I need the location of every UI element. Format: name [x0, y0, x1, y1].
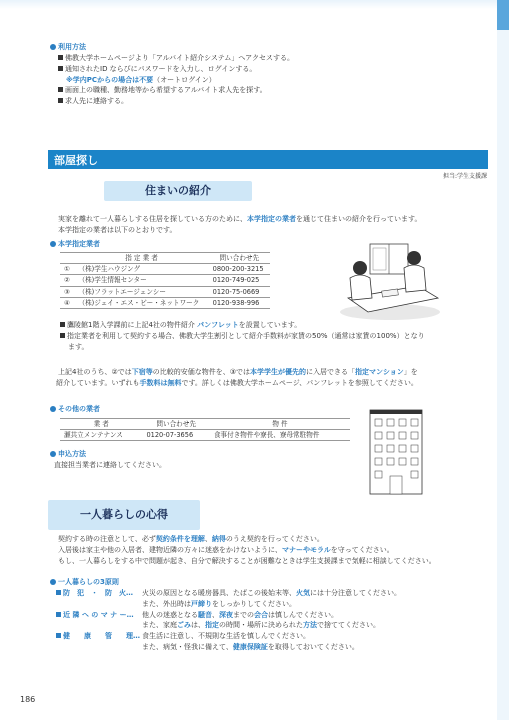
vendor-paragraph: 上記4社のうち、②では下宿等の比較的安価な物件を、③では本学学生が優先的に入居できる「指定マンション」を 紹介しています。いずれも手数料は無料です。詳しくは佛教大学ホームページ、パンフレットを参照してください。 [56, 368, 418, 387]
table-row: ① （株)学生ハウジング 0800-200-3215 [60, 264, 270, 275]
designated-table [60, 252, 270, 309]
table-header-vendor: 業 者 [60, 419, 142, 430]
bullet-icon [50, 451, 56, 457]
top-gradient [0, 0, 509, 9]
usage-section [50, 42, 294, 107]
square-bullet-icon [60, 322, 65, 327]
table-row: ③ （株)フラットエージェンシー 0120-75-0669 [60, 286, 270, 297]
table-header-blank [60, 253, 74, 264]
square-bullet-icon [58, 87, 63, 92]
building-illustration [368, 406, 424, 496]
usage-item: 求人先に連絡する。 [58, 96, 294, 107]
bullet-icon [50, 579, 56, 585]
other-table [60, 418, 350, 441]
table-row: ④ （株)ジェイ・エス・ビー・ネットワーク 0120-938-996 [60, 297, 270, 308]
table-header-feature: 物 件 [210, 419, 350, 430]
designated-heading: 本学指定業者 [50, 239, 100, 250]
rule-item: 防 犯 ・ 防 火… 火災の原因となる暖房器具、たばこの後始末等、火気には十分注意してください。 また、外出時は戸締りをしっかりしてください。 [50, 588, 490, 610]
square-bullet-icon [58, 66, 63, 71]
square-bullet-icon [58, 98, 63, 103]
rule-item: 近 隣 へ の マ ナ ー… 他人の迷惑となる騒音、深夜までの会合は慎しんでください。 また、家庭ごみは、指定の時間・場所に決められた方法で捨ててください。 [50, 610, 490, 632]
square-bullet-icon [58, 55, 63, 60]
square-bullet-icon [56, 590, 61, 595]
usage-note: ※学内PCからの場合は不要（オートログイン） [66, 75, 216, 84]
bullet-icon [50, 44, 56, 50]
notes: 鷹陵館1階入学課前に上記4社の物件紹介 パンフレットを設置しています。 指定業者を利用して契約する場合、佛教大学生割引として紹介手数料が家賃の50%（通常は家賃の100%）となり ます。 [60, 320, 490, 353]
square-bullet-icon [56, 612, 61, 617]
square-bullet-icon [56, 633, 61, 638]
bullet-icon [50, 406, 56, 412]
table-row: 瀬共立メンテナンス 0120-07-3656 食事付き物件や寮長、寮母常駐物件 [60, 430, 350, 441]
consultation-illustration [338, 238, 442, 320]
page-number: 186 [20, 695, 36, 704]
living-text: 契約する時の注意として、必ず契約条件を理解、納得のうえ契約を行ってください。 入居後は家主や他の入居者、建物近隣の方々に迷惑をかけないように、マナーやモラルを守ってください。 もし、一人暮らしをする中で問題が起き、自分で解決することが困難なときは学生支援課まで気軽に相談してください。 [58, 535, 436, 565]
table-row: ② （株)学生情報センター 0120-749-025 [60, 275, 270, 286]
table-header-vendor: 指 定 業 者 [74, 253, 208, 264]
usage-item: 画面上の職種、勤務地等から希望するアルバイト求人先を探す。 [58, 85, 294, 96]
table-header-contact: 問い合わせ先 [142, 419, 210, 430]
side-margin [497, 30, 509, 720]
living-title: 一人暮らしの心得 [48, 500, 200, 530]
apply-section: 申込方法 直接担当業者に連絡してください。 [50, 449, 166, 471]
intro-text: 実家を離れて一人暮らしする住居を探している方のために、本学指定の業者を通じて住まいの紹介を行っています。 本学指定の業者は以下のとおりです。 [58, 215, 422, 234]
rules-section: 一人暮らしの3原則 防 犯 ・ 防 火… 火災の原因となる暖房器具、たばこの後始末等、火気には十分注意してください。 また、外出時は戸締りをしっかりしてください。 近 隣 へ の マ ナ ー… 他人の迷惑となる騒音、深夜までの会合は慎しんでください。 また、家庭ごみは、指定の時間・場所に決められた方法で捨ててください。 健 康 管 理… 食生活に注意し、不規則な生活を慎しんでください。 また、病気・怪我に備えて、健康保険証を取得しておいてください。 [50, 577, 490, 653]
bullet-icon [50, 241, 56, 247]
intro-title: 住まいの紹介 [104, 181, 252, 201]
rule-item: 健 康 管 理… 食生活に注意し、不規則な生活を慎しんでください。 また、病気・怪我に備えて、健康保険証を取得しておいてください。 [50, 631, 490, 653]
section-band-title: 部屋探し [48, 150, 488, 169]
usage-item: 通知されたID ならびにパスワードを入力し、ログインする。 [58, 64, 294, 75]
table-header-contact: 問い合わせ先 [209, 253, 270, 264]
usage-item: 佛教大学ホームページより「アルバイト紹介システム」へアクセスする。 [58, 53, 294, 64]
usage-heading: 利用方法 [50, 42, 294, 53]
square-bullet-icon [60, 333, 65, 338]
side-tab [497, 0, 509, 30]
charge-label: 担当:学生支援課 [442, 173, 487, 180]
other-heading: その他の業者 [50, 404, 100, 415]
